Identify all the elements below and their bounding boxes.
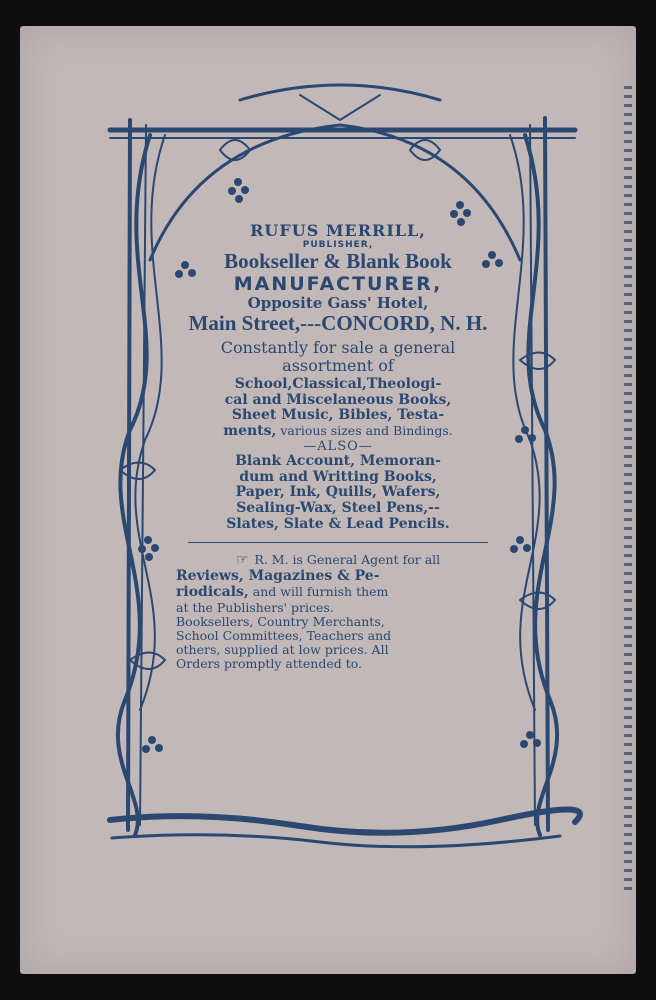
supply-line: School Committees, Teachers and (176, 627, 392, 643)
supply-line: Booksellers, Country Merchants, (176, 613, 385, 629)
stationery-line: Paper, Ink, Quills, Wafers, (235, 484, 441, 501)
right-vine (525, 135, 557, 835)
periodicals-line: at the Publishers' prices. (176, 599, 334, 615)
also-divider: —ALSO— (303, 438, 373, 454)
goods-line-rest: various sizes and Bindings. (276, 422, 453, 438)
goods-line (168, 424, 508, 440)
periodicals-bold: riodicals, (176, 583, 249, 600)
goods-line: School,Classical,Theologi- (234, 375, 442, 392)
goods-line: Sheet Music, Bibles, Testa- (231, 407, 445, 424)
business-title: Bookseller & Blank Book (224, 248, 452, 273)
agent-line-text: R. M. is General Agent for all (254, 552, 441, 568)
address-line: Main Street,---CONCORD, N. H. (188, 310, 488, 335)
supply-line: Orders promptly attended to. (176, 655, 363, 671)
intro-line: assortment of (282, 355, 394, 375)
section-divider (188, 542, 488, 543)
agent-line (168, 553, 508, 569)
stationery-line: Sealing-Wax, Steel Pens,-- (236, 500, 440, 517)
periodicals-line: Reviews, Magazines & Pe- (176, 568, 380, 585)
goods-line: cal and Miscelaneous Books, (224, 391, 452, 408)
publisher-name: RUFUS MERRILL, (250, 221, 426, 240)
supply-line: others, supplied at low prices. All (176, 641, 389, 657)
intro-line: Constantly for sale a general (220, 338, 456, 358)
publisher-role: PUBLISHER, (302, 239, 374, 250)
stationery-line: Slates, Slate & Lead Pencils. (226, 515, 450, 532)
goods-line-bold: ments, (223, 422, 277, 439)
location-line: Opposite Gass' Hotel, (247, 293, 429, 312)
pointing-hand-icon: ☞ (235, 552, 249, 569)
stationery-line: Blank Account, Memoran- (235, 453, 441, 470)
right-post (545, 118, 548, 830)
bottom-vine-bar (110, 809, 580, 832)
stationery-line: dum and Writting Books, (239, 468, 437, 485)
advertisement-text (168, 222, 508, 671)
periodicals-line (168, 585, 508, 601)
business-subtitle: MANUFACTURER, (233, 272, 443, 295)
periodicals-rest: and will furnish them (248, 583, 389, 599)
